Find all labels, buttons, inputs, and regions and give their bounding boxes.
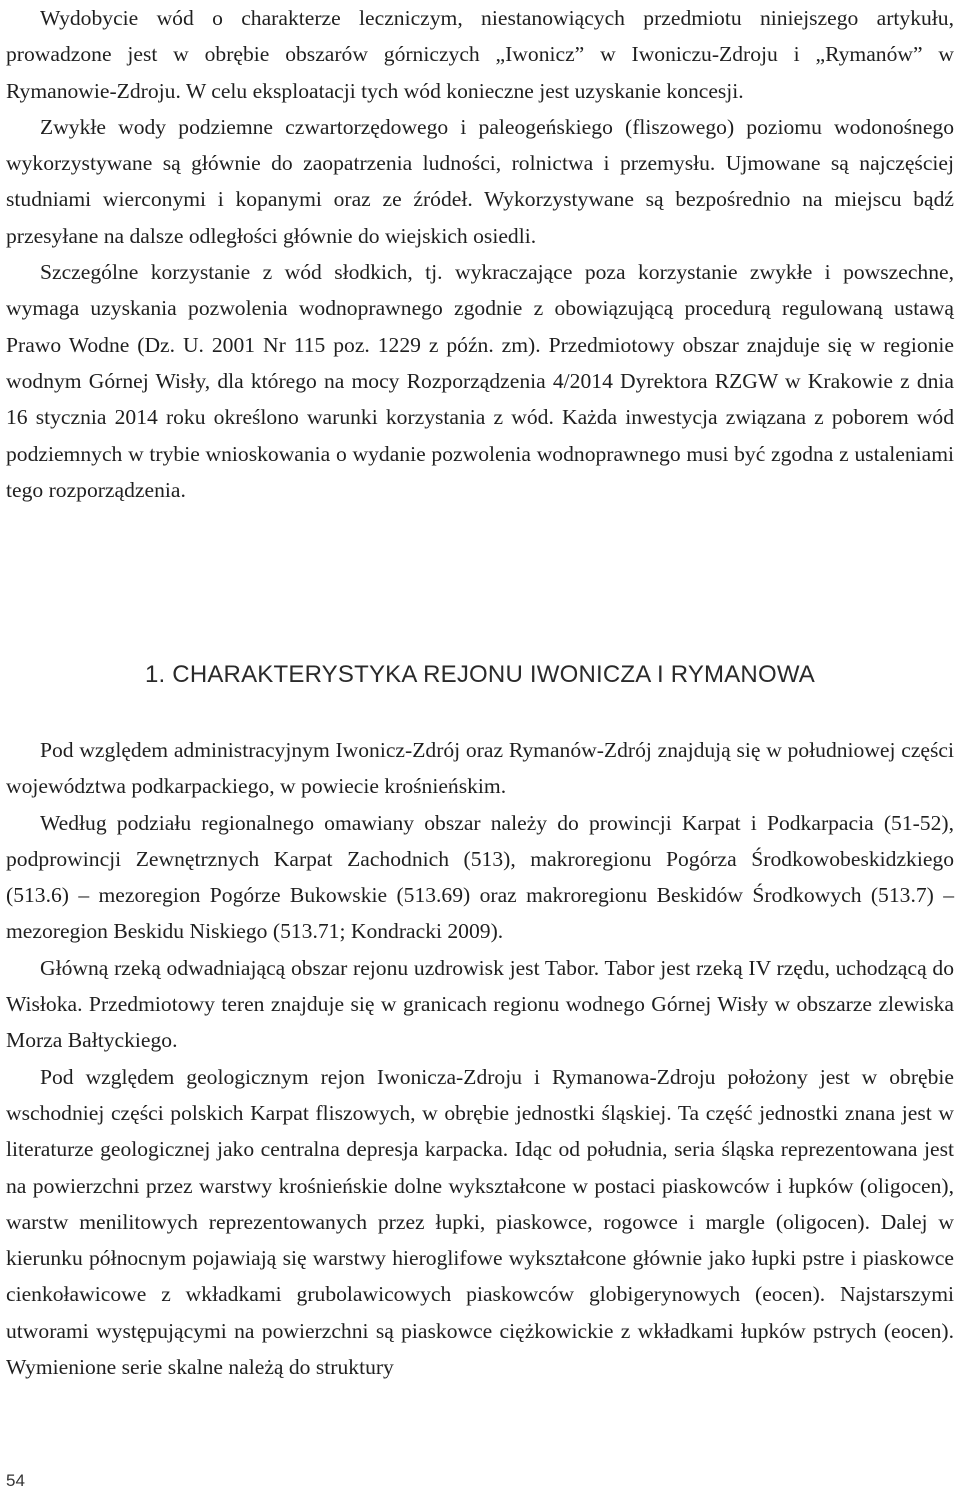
paragraph: Według podziału regionalnego omawiany obszar należy do prowincji Karpat i Podkarpacia (51-52), podprowincji Zewnętrznych Karpat Zachodnich (513), makroregionu Pogórza Środkowobeskidzkiego (513.6) – mezoregion Pogórze Bukowskie (513.69) oraz makroregionu Beskidów Środkowych (513.7) – mezoregion Beskidu Niskiego (513.71; Kondracki 2009). — [6, 810, 954, 944]
paragraph: Wydobycie wód o charakterze leczniczym, niestanowiących przedmiotu niniejszego artykułu, prowadzone jest w obrębie obszarów górniczych „Iwonicz” w Iwoniczu-Zdroju i „Rymanów” w Rymanowie-Zdroju. W celu eksploatacji tych wód konieczne jest uzyskanie koncesji. — [6, 6, 954, 103]
paragraph: Szczególne korzystanie z wód słodkich, tj. wykraczające poza korzystanie zwykłe i powszechne, wymaga uzyskania pozwolenia wodnoprawnego zgodnie z obowiązującą procedurą regulowaną ustawą Prawo Wodne (Dz. U. 2001 Nr 115 poz. 1229 z późn. zm). Przedmiotowy obszar znajduje się w regionie wodnym Górnej Wisły, dla którego na mocy Rozporządzenia 4/2014 Dyrektora RZGW w Krakowie z dnia 16 stycznia 2014 roku określono warunki korzystania z wód. Każda inwestycja związana z poborem wód podziemnych w trybie wnioskowania o wydanie pozwolenia wodnoprawnego musi być zgodna z ustaleniami tego rozporządzenia. — [6, 260, 954, 502]
section-text — [6, 732, 954, 1385]
section-heading: 1. CHARAKTERYSTYKA REJONU IWONICZA I RYMANOWA — [145, 661, 815, 688]
intro-text — [6, 0, 954, 508]
paragraph: Zwykłe wody podziemne czwartorzędowego i paleogeńskiego (fliszowego) poziomu wodonośnego wykorzystywane są głównie do zaopatrzenia ludności, rolnictwa i przemysłu. Ujmowane są najczęściej studniami wierconymi i kopanymi oraz ze źródeł. Wykorzystywane są bezpośrednio na miejscu bądź przesyłane na dalsze odległości głównie do wiejskich osiedli. — [6, 114, 954, 248]
page-number: 54 — [6, 1471, 25, 1490]
paragraph: Pod względem geologicznym rejon Iwonicza-Zdroju i Rymanowa-Zdroju położony jest w obrębie wschodniej części polskich Karpat fliszowych, w obrębie jednostki śląskiej. Ta część jednostki znana jest w literaturze geologicznej jako centralna depresja karpacka. Idąc od południa, seria śląska reprezentowana jest na powierzchni przez warstwy krośnieńskie dolne wykształcone w postaci piaskowców i łupków (oligocen), warstw menilitowych reprezentowanych przez łupki, piaskowce, rogowce i margle (oligocen). Dalej w kierunku północnym pojawiają się warstwy hieroglifowe wykształcone głównie jako łupki pstre i piaskowce cienkoławicowe z wkładkami grubolawicowych piaskowców globigerynowych (eocen). Najstarszymi utworami występującymi na powierzchni są piaskowce ciężkowickie z wkładkami łupków pstrych (eocen). Wymienione serie skalne należą do struktury — [6, 1064, 954, 1380]
paragraph: Pod względem administracyjnym Iwonicz-Zdrój oraz Rymanów-Zdrój znajdują się w południowej części województwa podkarpackiego, w powiecie krośnieńskim. — [6, 738, 954, 799]
paragraph: Główną rzeką odwadniającą obszar rejonu uzdrowisk jest Tabor. Tabor jest rzeką IV rzędu, uchodzącą do Wisłoka. Przedmiotowy teren znajduje się w granicach regionu wodnego Górnej Wisły w obszarze zlewiska Morza Bałtyckiego. — [6, 955, 954, 1053]
